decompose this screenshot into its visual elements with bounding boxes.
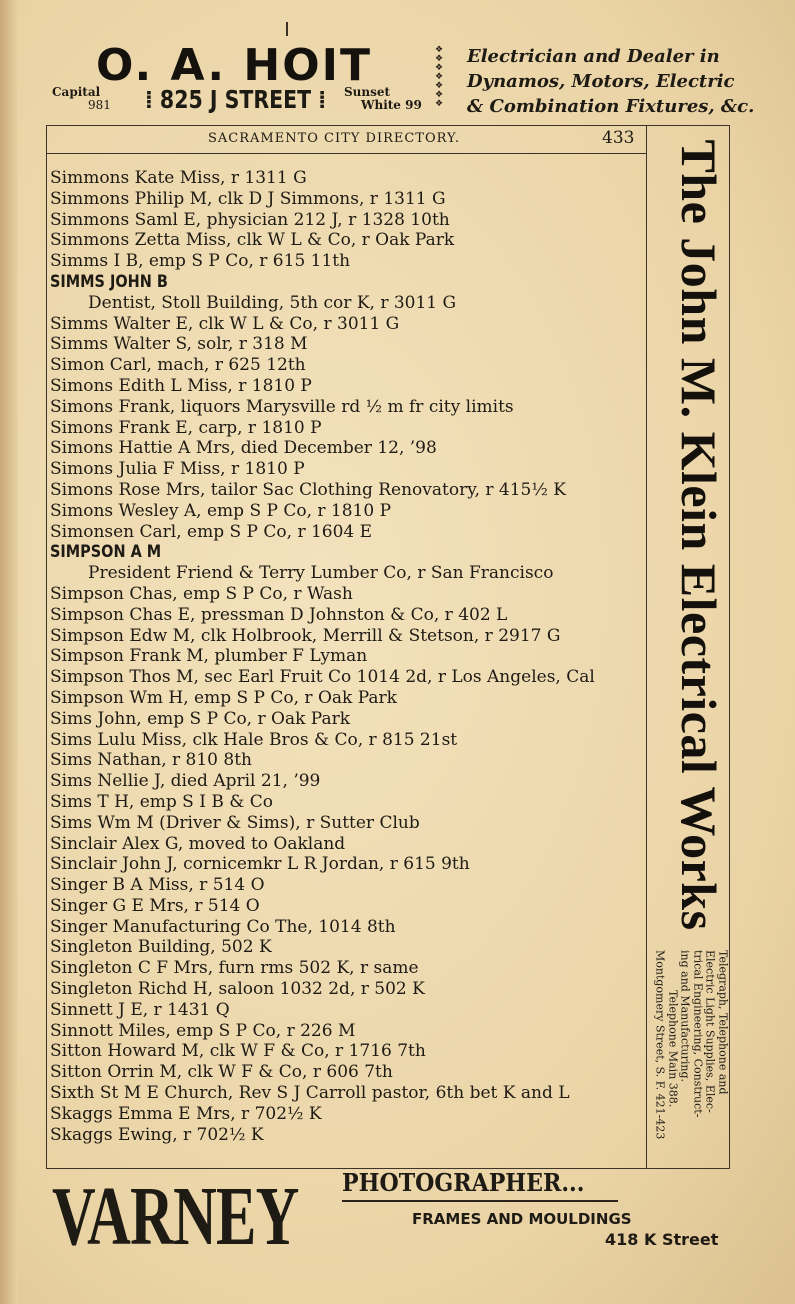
- directory-entry: Sinclair Alex G, moved to Oakland: [50, 833, 346, 854]
- header-ad-street: ⁞ 825 J STREET ⁞: [145, 85, 327, 114]
- directory-entry: Simon Carl, mach, r 625 12th: [50, 355, 306, 376]
- directory-entry: Simons Frank, liquors Marysville rd ½ m fr city limits: [50, 396, 514, 417]
- directory-entry: Skaggs Ewing, r 702½ K: [50, 1124, 264, 1145]
- footer-ad-trade: PHOTOGRAPHER...: [342, 1168, 585, 1197]
- header-ad-description: [467, 44, 755, 119]
- directory-entry: Sims Nellie J, died April 21, ’99: [50, 771, 321, 792]
- footer-ad-name: VARNEY: [52, 1170, 299, 1263]
- directory-entry: Simms I B, emp S P Co, r 615 11th: [50, 251, 351, 272]
- capital-number: 981: [88, 98, 111, 112]
- directory-entry: Sims John, emp S P Co, r Oak Park: [50, 708, 351, 729]
- directory-entry: President Friend & Terry Lumber Co, r San Francisco: [88, 563, 554, 584]
- page-binding-edge: [0, 0, 18, 1304]
- side-ad-line: Electric Light Supplies, Elec-: [704, 950, 717, 1113]
- desc-line: & Combination Fixtures, &c.: [467, 96, 755, 117]
- capital-label: Capital: [52, 85, 101, 99]
- directory-entry: Skaggs Emma E Mrs, r 702½ K: [50, 1103, 322, 1124]
- sunset-number: White 99: [361, 98, 422, 112]
- column-divider: [646, 125, 647, 1168]
- header-sunset-phone: [344, 86, 422, 112]
- directory-entry: Simms Walter E, clk W L & Co, r 3011 G: [50, 313, 400, 334]
- side-ad: [664, 140, 734, 930]
- directory-entry: Simons Edith L Miss, r 1810 P: [50, 375, 312, 396]
- directory-entry: Simons Wesley A, emp S P Co, r 1810 P: [50, 500, 392, 521]
- directory-heading-entry: SIMMS JOHN B: [50, 271, 168, 292]
- running-head-title: SACRAMENTO CITY DIRECTORY.: [208, 131, 461, 146]
- directory-entry: Simons Rose Mrs, tailor Sac Clothing Renovatory, r 415½ K: [50, 479, 566, 500]
- side-ad-line: ing and Manufacturing.: [679, 950, 692, 1083]
- street-text: 825 J STREET: [159, 85, 312, 114]
- directory-entry: Simmons Kate Miss, r 1311 G: [50, 168, 307, 188]
- directory-entry: Sixth St M E Church, Rev S J Carroll pastor, 6th bet K and L: [50, 1083, 570, 1104]
- directory-entry: Sims Wm M (Driver & Sims), r Sutter Club: [50, 812, 420, 833]
- directory-entry: Singer Manufacturing Co The, 1014 8th: [50, 916, 396, 937]
- directory-entry: Singleton Richd H, saloon 1032 2d, r 502 K: [50, 979, 425, 1000]
- directory-entry: Singer B A Miss, r 514 O: [50, 875, 265, 896]
- directory-entry: Simpson Chas E, pressman D Johnston & Co, r 402 L: [50, 604, 508, 625]
- directory-entry: Sinnott Miles, emp S P Co, r 226 M: [50, 1020, 356, 1041]
- directory-entry: Singer G E Mrs, r 514 O: [50, 895, 260, 916]
- directory-entry: Simons Frank E, carp, r 1810 P: [50, 417, 322, 438]
- directory-entry: Sitton Orrin M, clk W F & Co, r 606 7th: [50, 1062, 393, 1083]
- directory-entry: Simpson Chas, emp S P Co, r Wash: [50, 583, 353, 604]
- directory-entry: Simons Hattie A Mrs, died December 12, ’98: [50, 438, 437, 459]
- directory-entry: Singleton C F Mrs, furn rms 502 K, r same: [50, 958, 419, 979]
- directory-entry: Simpson Edw M, clk Holbrook, Merrill & Stetson, r 2917 G: [50, 625, 561, 646]
- directory-entry: Sims Lulu Miss, clk Hale Bros & Co, r 815 21st: [50, 729, 458, 750]
- side-ad-text: [654, 950, 729, 1160]
- directory-entry: Sims Nathan, r 810 8th: [50, 750, 252, 771]
- side-ad-title: The John M. Klein Electrical Works: [671, 139, 727, 931]
- side-ad-line: Telephone Main 388.: [666, 990, 680, 1108]
- directory-entry: Singleton Building, 502 K: [50, 937, 272, 958]
- side-ad-line: Montgomery Street, S. F. 421-423: [654, 950, 667, 1140]
- directory-entry: Simonsen Carl, emp S P Co, r 1604 E: [50, 521, 373, 542]
- desc-line: Electrician and Dealer in: [467, 46, 720, 67]
- page-number: 433: [602, 128, 635, 148]
- header-ad-name: O. A. HOIT: [96, 40, 372, 91]
- directory-entry: Simmons Saml E, physician 212 J, r 1328 10th: [50, 209, 450, 230]
- directory-heading-entry: SIMPSON A M: [50, 542, 162, 563]
- directory-entry: Sitton Howard M, clk W F & Co, r 1716 7th: [50, 1041, 426, 1062]
- ornament-divider-icon: ❖ ❖ ❖ ❖ ❖ ❖ ❖: [434, 45, 444, 109]
- directory-entry: Sinclair John J, cornicemkr L R Jordan, r 615 9th: [50, 854, 470, 875]
- directory-entry: Simons Julia F Miss, r 1810 P: [50, 459, 305, 480]
- directory-entry: Dentist, Stoll Building, 5th cor K, r 3011 G: [88, 292, 457, 313]
- header-capital-phone: [52, 86, 122, 112]
- directory-entry: Simmons Philip M, clk D J Simmons, r 1311 G: [50, 188, 446, 209]
- side-ad-line: trical Engineering, Construct-: [691, 950, 705, 1118]
- directory-entry: Simpson Thos M, sec Earl Fruit Co 1014 2d, r Los Angeles, Cal: [50, 667, 595, 688]
- directory-entry: Simpson Frank M, plumber F Lyman: [50, 646, 368, 667]
- directory-entry: Simmons Zetta Miss, clk W L & Co, r Oak Park: [50, 230, 455, 251]
- directory-entry: Simms Walter S, solr, r 318 M: [50, 334, 308, 355]
- directory-entry: Simpson Wm H, emp S P Co, r Oak Park: [50, 687, 397, 708]
- side-ad-details: [651, 945, 731, 1165]
- cut-mark: [286, 22, 288, 36]
- footer-ad-rule: [342, 1200, 618, 1202]
- desc-line: Dynamos, Motors, Electric: [467, 71, 735, 92]
- running-head: [46, 129, 646, 154]
- sunset-label: Sunset: [344, 85, 391, 99]
- footer-ad-products: FRAMES AND MOULDINGS: [412, 1210, 632, 1228]
- directory-entry: Sinnett J E, r 1431 Q: [50, 999, 230, 1020]
- directory-entries: [50, 168, 646, 1145]
- side-ad-line: Telegraph, Telephone and: [716, 950, 730, 1095]
- footer-ad-address: 418 K Street: [605, 1230, 719, 1249]
- directory-entry: Sims T H, emp S I B & Co: [50, 791, 274, 812]
